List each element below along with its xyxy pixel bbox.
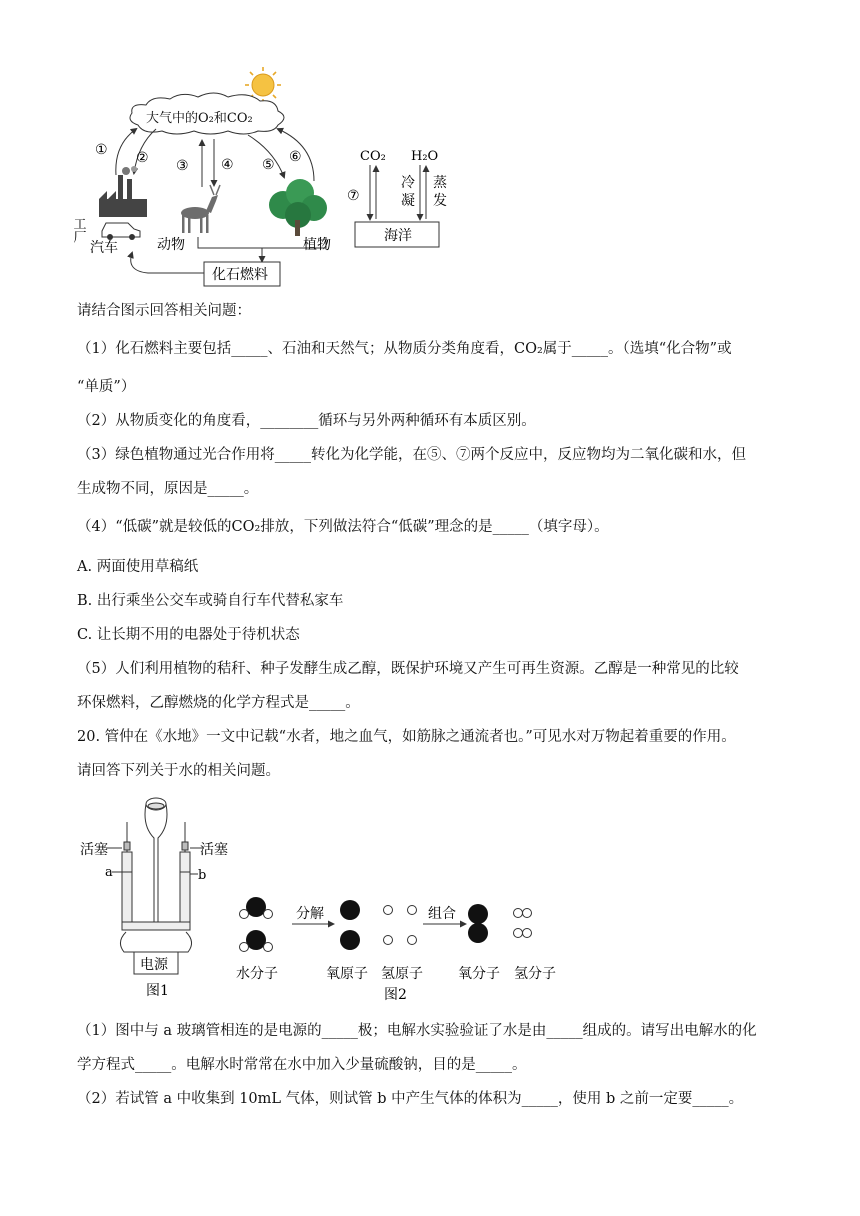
combine-label: 组合 <box>428 906 456 922</box>
label-2: ② <box>136 150 149 166</box>
factory-icon <box>99 166 147 217</box>
hydrogen-molecule-label: 氢分子 <box>514 966 556 982</box>
h2o-label: H₂O <box>411 149 439 164</box>
condense-label-a: 冷 <box>401 175 415 191</box>
stopcock-left-label: 活塞 <box>80 842 108 858</box>
q20-part2: （2）若试管 a 中收集到 10mL 气体，则试管 b 中产生气体的体积为_____，使用 b 之前一定要_____。 <box>77 1091 744 1107</box>
animal-label: 动物 <box>157 237 185 253</box>
q20-part1-line2: 学方程式_____。电解水时常常在水中加入少量硫酸钠，目的是_____。 <box>77 1057 527 1073</box>
q19-part4: （4）“低碳”就是较低的CO₂排放，下列做法符合“低碳”理念的是_____（填字母）。 <box>77 519 609 535</box>
label-7: ⑦ <box>347 188 360 204</box>
fig2-caption: 图2 <box>384 987 407 1003</box>
oxygen-molecule-label: 氧分子 <box>458 966 500 982</box>
label-5: ⑤ <box>262 157 275 173</box>
q19-intro: 请结合图示回答相关问题： <box>77 303 251 319</box>
option-a: A. 两面使用草稿纸 <box>77 559 199 575</box>
q20-line1: 20. 管仲在《水地》一文中记载“水者，地之血气，如筋脉之通流者也。”可见水对万物起着重要的作用。 <box>77 729 736 745</box>
product-molecules <box>468 904 532 943</box>
q19-part1-line1: （1）化石燃料主要包括_____、石油和天然气；从物质分类角度看，CO₂属于_____。（选填“化合物”或 <box>77 341 732 357</box>
plant-label: 植物 <box>303 237 331 253</box>
deer-icon <box>181 185 220 233</box>
option-b: B. 出行乘坐公交车或骑自行车代替私家车 <box>77 593 344 609</box>
q19-part1-line2: “单质”） <box>77 379 136 395</box>
condense-label-b: 凝 <box>401 193 415 209</box>
evaporate-label-b: 发 <box>433 193 447 209</box>
fig1-caption: 图1 <box>146 983 169 999</box>
q19-part5-line2: 环保燃料，乙醇燃烧的化学方程式是_____。 <box>77 695 360 711</box>
q19-part5-line1: （5）人们利用植物的秸秆、种子发酵生成乙醇，既保护环境又产生可再生资源。乙醇是一种常见的比较 <box>77 661 739 677</box>
water-molecules <box>240 897 273 952</box>
q19-part2: （2）从物质变化的角度看，________循环与另外两种循环有本质区别。 <box>77 413 536 429</box>
separated-atoms <box>340 900 417 950</box>
car-label: 汽车 <box>90 240 118 256</box>
cloud-label: 大气中的O₂和CO₂ <box>146 111 253 126</box>
hydrogen-atom-label: 氢原子 <box>381 966 423 982</box>
decompose-label: 分解 <box>296 906 324 922</box>
water-molecule-label: 水分子 <box>236 966 278 982</box>
tube-a-label: a <box>105 865 113 880</box>
q19-part3-line2: 生成物不同，原因是_____。 <box>77 481 259 497</box>
label-3: ③ <box>176 158 189 174</box>
factory-label: 工厂 <box>70 217 86 243</box>
electrolysis-apparatus <box>120 798 191 974</box>
car-icon <box>102 223 140 240</box>
oxygen-atom-label: 氧原子 <box>326 966 368 982</box>
q20-line2: 请回答下列关于水的相关问题。 <box>77 763 280 779</box>
q20-part1-line1: （1）图中与 a 玻璃管相连的是电源的_____极；电解水实验验证了水是由_____组成的。请写出电解水的化 <box>77 1023 757 1039</box>
label-1: ① <box>95 142 108 158</box>
tree-icon <box>269 179 327 236</box>
carbon-cycle-figure <box>70 65 478 295</box>
co2-label: CO₂ <box>360 149 386 164</box>
label-4: ④ <box>221 157 234 173</box>
power-label: 电源 <box>140 957 168 973</box>
ocean-label: 海洋 <box>384 228 412 244</box>
label-6: ⑥ <box>289 149 302 165</box>
q19-part3-line1: （3）绿色植物通过光合作用将_____转化为化学能，在⑤、⑦两个反应中，反应物均为二氧化碳和水，但 <box>77 447 746 463</box>
stopcock-right-label: 活塞 <box>200 842 228 858</box>
fossil-fuel-label: 化石燃料 <box>212 267 268 283</box>
option-c: C. 让长期不用的电器处于待机状态 <box>77 627 300 643</box>
evaporate-label-a: 蒸 <box>433 175 447 191</box>
electrolysis-figure <box>78 792 578 1012</box>
tube-b-label: b <box>198 868 207 883</box>
